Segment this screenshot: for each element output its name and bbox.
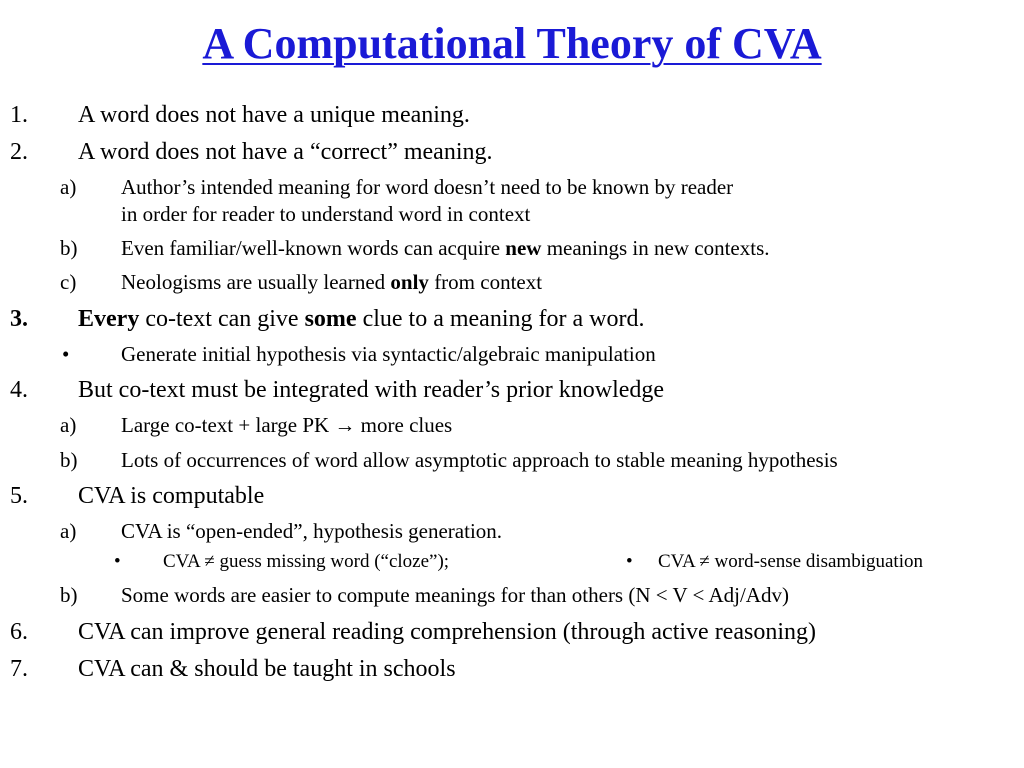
item-number: 1. bbox=[10, 102, 28, 128]
text-segment: meanings in new contexts. bbox=[541, 236, 770, 260]
sub-item-5a bbox=[60, 518, 503, 544]
list-item-1 bbox=[10, 101, 470, 129]
emphasis-text: new bbox=[505, 236, 542, 260]
item-letter: a) bbox=[60, 413, 77, 437]
item-text: CVA ≠ guess missing word (“cloze”); bbox=[163, 551, 450, 572]
sub-item-2a-continuation: in order for reader to understand word in context bbox=[121, 202, 531, 226]
item-letter: a) bbox=[60, 175, 77, 199]
item-text bbox=[78, 305, 644, 333]
sub-item-5b bbox=[60, 582, 789, 608]
item-number: 3. bbox=[10, 306, 28, 332]
item-text-line1: Author’s intended meaning for word doesn’t need to be known by reader bbox=[121, 175, 734, 199]
item-text: Some words are easier to compute meanings for than others (N < V < Adj/Adv) bbox=[121, 583, 789, 607]
text-segment: from context bbox=[428, 270, 543, 294]
list-item-4 bbox=[10, 376, 665, 404]
text-segment: Even familiar/well-known words can acquire bbox=[121, 236, 506, 260]
bullet-icon: • bbox=[62, 342, 70, 366]
list-item-5 bbox=[10, 482, 265, 510]
sub-sub-item-bullet-1 bbox=[114, 550, 450, 574]
item-text: A word does not have a unique meaning. bbox=[78, 102, 470, 128]
item-text: But co-text must be integrated with reader’s prior knowledge bbox=[78, 377, 665, 403]
sub-item-2b bbox=[60, 235, 770, 261]
item-text: CVA can & should be taught in schools bbox=[78, 656, 456, 682]
sub-sub-item-bullet-2 bbox=[626, 550, 923, 574]
item-letter: a) bbox=[60, 519, 77, 543]
sub-item-2c bbox=[60, 269, 543, 295]
item-letter: b) bbox=[60, 583, 78, 607]
item-text bbox=[121, 269, 542, 295]
text-segment: Neologisms are usually learned bbox=[121, 270, 391, 294]
item-text: CVA is “open-ended”, hypothesis generation. bbox=[121, 519, 503, 543]
item-number: 7. bbox=[10, 656, 28, 682]
item-number: 2. bbox=[10, 139, 28, 165]
sub-item-4a bbox=[60, 412, 453, 438]
item-text: CVA ≠ word-sense disambiguation bbox=[658, 551, 923, 572]
item-text: Generate initial hypothesis via syntactic/algebraic manipulation bbox=[121, 342, 656, 366]
bullet-icon: • bbox=[114, 551, 121, 572]
sub-item-4b bbox=[60, 447, 838, 473]
item-text bbox=[121, 235, 770, 261]
item-number: 6. bbox=[10, 619, 28, 645]
item-text: Large co-text + large PK → more clues bbox=[121, 413, 453, 437]
text-segment: co-text can give bbox=[139, 306, 305, 332]
item-number: 4. bbox=[10, 377, 28, 403]
list-item-2 bbox=[10, 138, 493, 166]
item-text: CVA is computable bbox=[78, 483, 265, 509]
emphasis-text: Every bbox=[78, 306, 140, 332]
item-text: Lots of occurrences of word allow asymptotic approach to stable meaning hypothesis bbox=[121, 448, 838, 472]
item-letter: b) bbox=[60, 236, 78, 260]
emphasis-text: only bbox=[390, 270, 429, 294]
sub-item-3-bullet bbox=[62, 341, 656, 367]
list-item-7 bbox=[10, 655, 456, 683]
item-text: CVA can improve general reading comprehension (through active reasoning) bbox=[78, 619, 816, 645]
slide-title: A Computational Theory of CVA bbox=[202, 19, 822, 68]
list-item-6 bbox=[10, 618, 816, 646]
item-letter: c) bbox=[60, 270, 77, 294]
item-number: 5. bbox=[10, 483, 28, 509]
item-letter: b) bbox=[60, 448, 78, 472]
item-text: A word does not have a “correct” meaning. bbox=[78, 139, 493, 165]
bullet-icon: • bbox=[626, 551, 633, 572]
list-item-3 bbox=[10, 305, 645, 333]
text-segment: clue to a meaning for a word. bbox=[356, 306, 645, 332]
sub-item-2a bbox=[60, 174, 734, 200]
emphasis-text: some bbox=[304, 306, 357, 332]
